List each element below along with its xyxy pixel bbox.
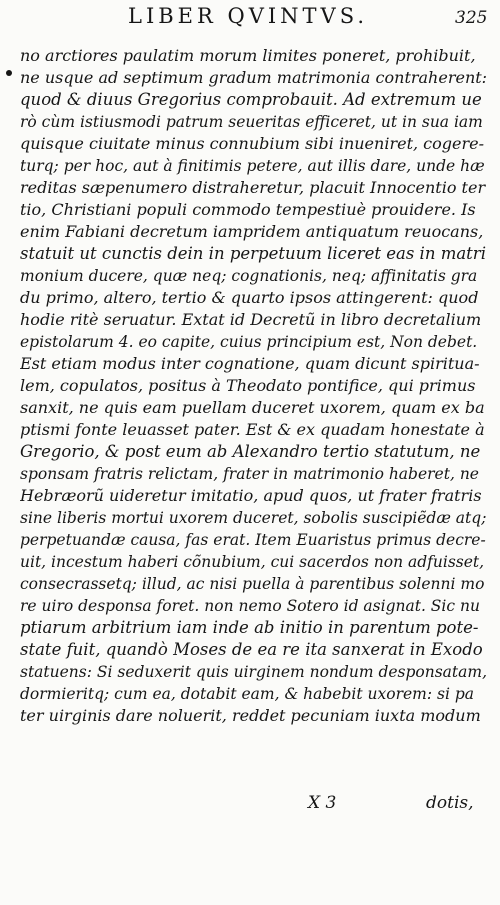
running-title: LIBER QVINTVS. bbox=[128, 4, 369, 28]
text-line: enim Fabiani decretum iampridem antiquatum reuocans, bbox=[20, 222, 484, 241]
text-line: ptiarum arbitrium iam inde ab initio in parentum pote- bbox=[20, 618, 479, 637]
text-line: Gregorio, & post eum ab Alexandro tertio statutum, ne bbox=[20, 442, 481, 461]
text-line: uit, incestum haberi cõnubium, cui sacerdos non adfuisset, bbox=[20, 553, 485, 571]
text-line: statuens: Si seduxerit quis uirginem nondum desponsatam, bbox=[20, 663, 488, 681]
text-line: Est etiam modus inter cognatione, quam dicunt spiritua- bbox=[20, 354, 480, 373]
running-head bbox=[0, 2, 500, 32]
signature-mark: X 3 bbox=[308, 793, 337, 813]
text-line: ptismi fonte leuasset pater. Est & ex quadam honestate à bbox=[20, 420, 485, 439]
text-line: sanxit, ne quis eam puellam duceret uxorem, quam ex ba bbox=[20, 398, 485, 417]
text-line: statuit ut cunctis dein in perpetuum liceret eas in matri bbox=[20, 244, 486, 263]
catchword: dotis, bbox=[426, 793, 474, 813]
text-line: turq; per hoc, aut à finitimis petere, aut illis dare, unde hæ bbox=[20, 157, 485, 175]
text-line: no arctiores paulatim morum limites poneret, prohibuit, bbox=[20, 46, 476, 65]
text-line: lem, copulatos, positus à Theodato pontifice, qui primus bbox=[20, 376, 476, 395]
text-line: hodie ritè seruatur. Extat id Decretũ in libro decretalium bbox=[20, 310, 482, 329]
text-line: ne usque ad septimum gradum matrimonia contraherent: bbox=[20, 68, 488, 87]
text-line: dormieritq; cum ea, dotabit eam, & habebit uxorem: si pa bbox=[20, 685, 475, 703]
text-line: quod & diuus Gregorius comprobauit. Ad extremum ue bbox=[20, 90, 482, 109]
text-line: tio, Christiani populi commodo tempestiuè prouidere. Is bbox=[20, 200, 476, 219]
text-line: ter uirginis dare noluerit, reddet pecuniam iuxta modum bbox=[20, 706, 481, 725]
text-line: sponsam fratris relictam, frater in matrimonio haberet, ne bbox=[20, 465, 479, 483]
body-text bbox=[20, 45, 488, 727]
text-line: reditas sæpenumero distraheretur, placuit Innocentio ter bbox=[20, 178, 486, 197]
text-line: epistolarum 4. eo capite, cuius principium est, Non debet. bbox=[20, 333, 478, 351]
text-line: Hebræorũ uideretur imitatio, apud quos, ut frater fratris bbox=[20, 486, 482, 505]
text-line: perpetuandæ causa, fas erat. Item Euaristus primus decre- bbox=[20, 531, 486, 549]
page-footer bbox=[0, 793, 500, 823]
text-line: rò cùm istiusmodi patrum seueritas efficeret, ut in sua iam bbox=[20, 113, 483, 131]
text-line: quisque ciuitate minus connubium sibi inueniret, cogere- bbox=[20, 134, 484, 153]
text-line: sine liberis mortui uxorem duceret, sobolis suscipiẽdæ atq; bbox=[20, 509, 487, 527]
text-line: du primo, altero, tertio & quarto ipsos attingerent: quod bbox=[20, 288, 479, 307]
text-line: consecrassetq; illud, ac nisi puella à parentibus solenni mo bbox=[20, 575, 485, 593]
margin-bullet-icon bbox=[6, 70, 12, 76]
page-number: 325 bbox=[455, 8, 488, 28]
text-line: state fuit, quandò Moses de ea re ita sanxerat in Exodo bbox=[20, 640, 483, 659]
text-line: monium ducere, quæ neq; cognationis, neq; affinitatis gra bbox=[20, 267, 478, 285]
text-line: re uiro desponsa foret. non nemo Sotero id asignat. Sic nu bbox=[20, 597, 480, 615]
